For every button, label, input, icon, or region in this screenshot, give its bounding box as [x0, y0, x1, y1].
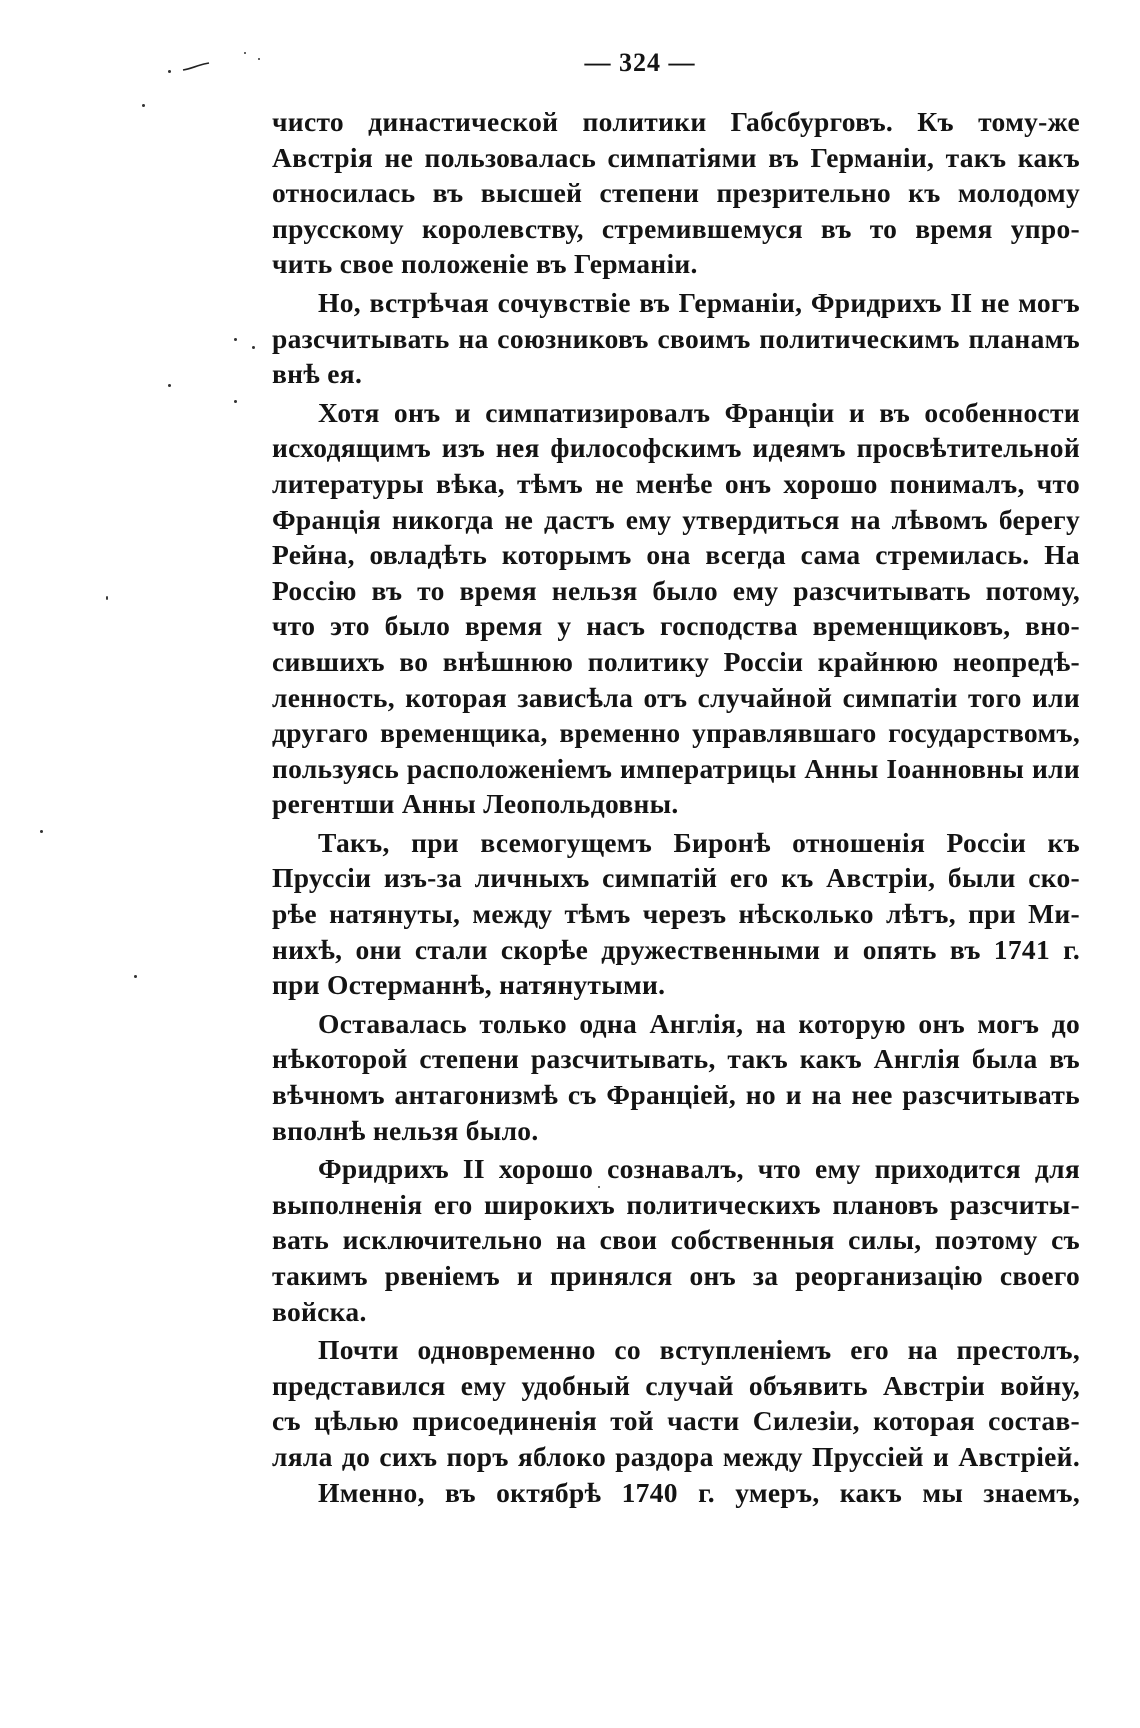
text-line: рѣе натянуты, между тѣмъ черезъ нѣсколько лѣтъ, при Ми- — [272, 898, 1080, 930]
text-line: вать исключительно на свои собственныя силы, поэтому съ — [272, 1224, 1080, 1256]
page-number: — 324 — — [584, 48, 696, 77]
text-line: чить свое положеніе въ Германіи. — [272, 248, 698, 280]
text-line: Хотя онъ и симпатизировалъ Франціи и въ особенности — [318, 396, 1080, 428]
text-line: Рейна, овладѣть которымъ она всегда сама стремилась. На — [272, 539, 1080, 571]
text-line: Оставалась только одна Англія, на которую онъ могъ до — [318, 1007, 1080, 1039]
text-line: войска. — [272, 1295, 367, 1327]
text-line: внѣ ея. — [272, 358, 363, 390]
text-line: исходящимъ изъ нея философскимъ идеямъ просвѣтительной — [272, 432, 1080, 464]
speck — [234, 400, 237, 403]
text-line: нѣкоторой степени разсчитывать, такъ какъ Англія была въ — [272, 1043, 1080, 1075]
text-line: ляла до сихъ поръ яблоко раздора между Пруссіей и Австріей. — [272, 1440, 1080, 1472]
speck — [234, 338, 237, 341]
text-line: такимъ рвеніемъ и принялся онъ за реорганизацію своего — [272, 1260, 1080, 1291]
body-text — [272, 104, 1080, 1513]
speck — [40, 830, 43, 833]
text-line: Фридрихъ II хорошо сознавалъ, что ему приходится для — [318, 1153, 1080, 1185]
text-line: Именно, въ октябрѣ 1740 г. умеръ, какъ мы знаемъ, — [318, 1476, 1080, 1508]
paragraph — [272, 395, 1080, 822]
speck — [134, 975, 137, 978]
paragraph — [272, 1006, 1080, 1148]
text-line: регентши Анны Леопольдовны. — [272, 788, 679, 820]
paragraph — [272, 285, 1080, 392]
text-line: Но, встрѣчая сочувствіе въ Германіи, Фридрихъ II не могъ — [318, 286, 1080, 318]
text-line: пользуясь расположеніемъ императрицы Анны Іоанновны или — [272, 752, 1080, 784]
text-line: выполненія его широкихъ политическихъ плановъ разсчиты- — [272, 1188, 1080, 1220]
text-line: съ цѣлью присоединенія той части Силезіи, которая состав- — [272, 1405, 1080, 1437]
text-line: Почти одновременно со вступленіемъ его на престолъ, — [318, 1334, 1080, 1366]
text-line: представился ему удобный случай объявить Австріи войну, — [272, 1369, 1080, 1401]
text-line: другаго временщика, временно управлявшаго государствомъ, — [272, 717, 1080, 749]
text-line: Пруссіи изъ-за личныхъ симпатій его къ Австріи, были ско- — [272, 862, 1080, 894]
text-line: разсчитывать на союзниковъ своимъ политическимъ планамъ — [272, 322, 1080, 354]
text-line: нихѣ, они стали скорѣе дружественными и опять въ 1741 г. — [272, 933, 1080, 965]
text-line: Россію въ то время нельзя было ему разсчитывать потому, — [272, 574, 1080, 606]
text-line: что это было время у насъ господства временщиковъ, вно- — [272, 610, 1080, 642]
speck — [106, 596, 108, 600]
speck — [252, 346, 255, 349]
speck — [168, 384, 171, 387]
text-line: вѣчномъ антагонизмѣ съ Франціей, но и на нее разсчитывать — [272, 1079, 1080, 1111]
text-line: прусскому королевству, стремившемуся въ то время упро- — [272, 212, 1080, 244]
text-line: Австрія не пользовалась симпатіями въ Германіи, такъ какъ — [272, 141, 1080, 173]
paragraph — [272, 104, 1080, 282]
paragraph — [272, 825, 1080, 1003]
paragraph — [272, 1332, 1080, 1510]
text-line: Франція никогда не дастъ ему утвердиться на лѣвомъ берегу — [272, 503, 1080, 535]
text-line: литературы вѣка, тѣмъ не менѣе онъ хорошо понималъ, что — [272, 467, 1080, 499]
paragraph — [272, 1151, 1080, 1329]
text-line: вполнѣ нельзя было. — [272, 1114, 539, 1146]
text-line: при Остерманнѣ, натянутыми. — [272, 969, 666, 1001]
text-line: относилась въ высшей степени презрительно къ молодому — [272, 177, 1080, 209]
text-line: Такъ, при всемогущемъ Биронѣ отношенія Россіи къ — [318, 826, 1080, 858]
text-line: сившихъ во внѣшнюю политику Россіи крайнюю неопредѣ- — [272, 645, 1080, 677]
text-line: ленность, которая зависѣла отъ случайной симпатіи того или — [272, 681, 1080, 713]
speck — [142, 104, 145, 107]
text-line: чисто династической политики Габсбурговъ. Къ тому-же — [272, 106, 1080, 137]
